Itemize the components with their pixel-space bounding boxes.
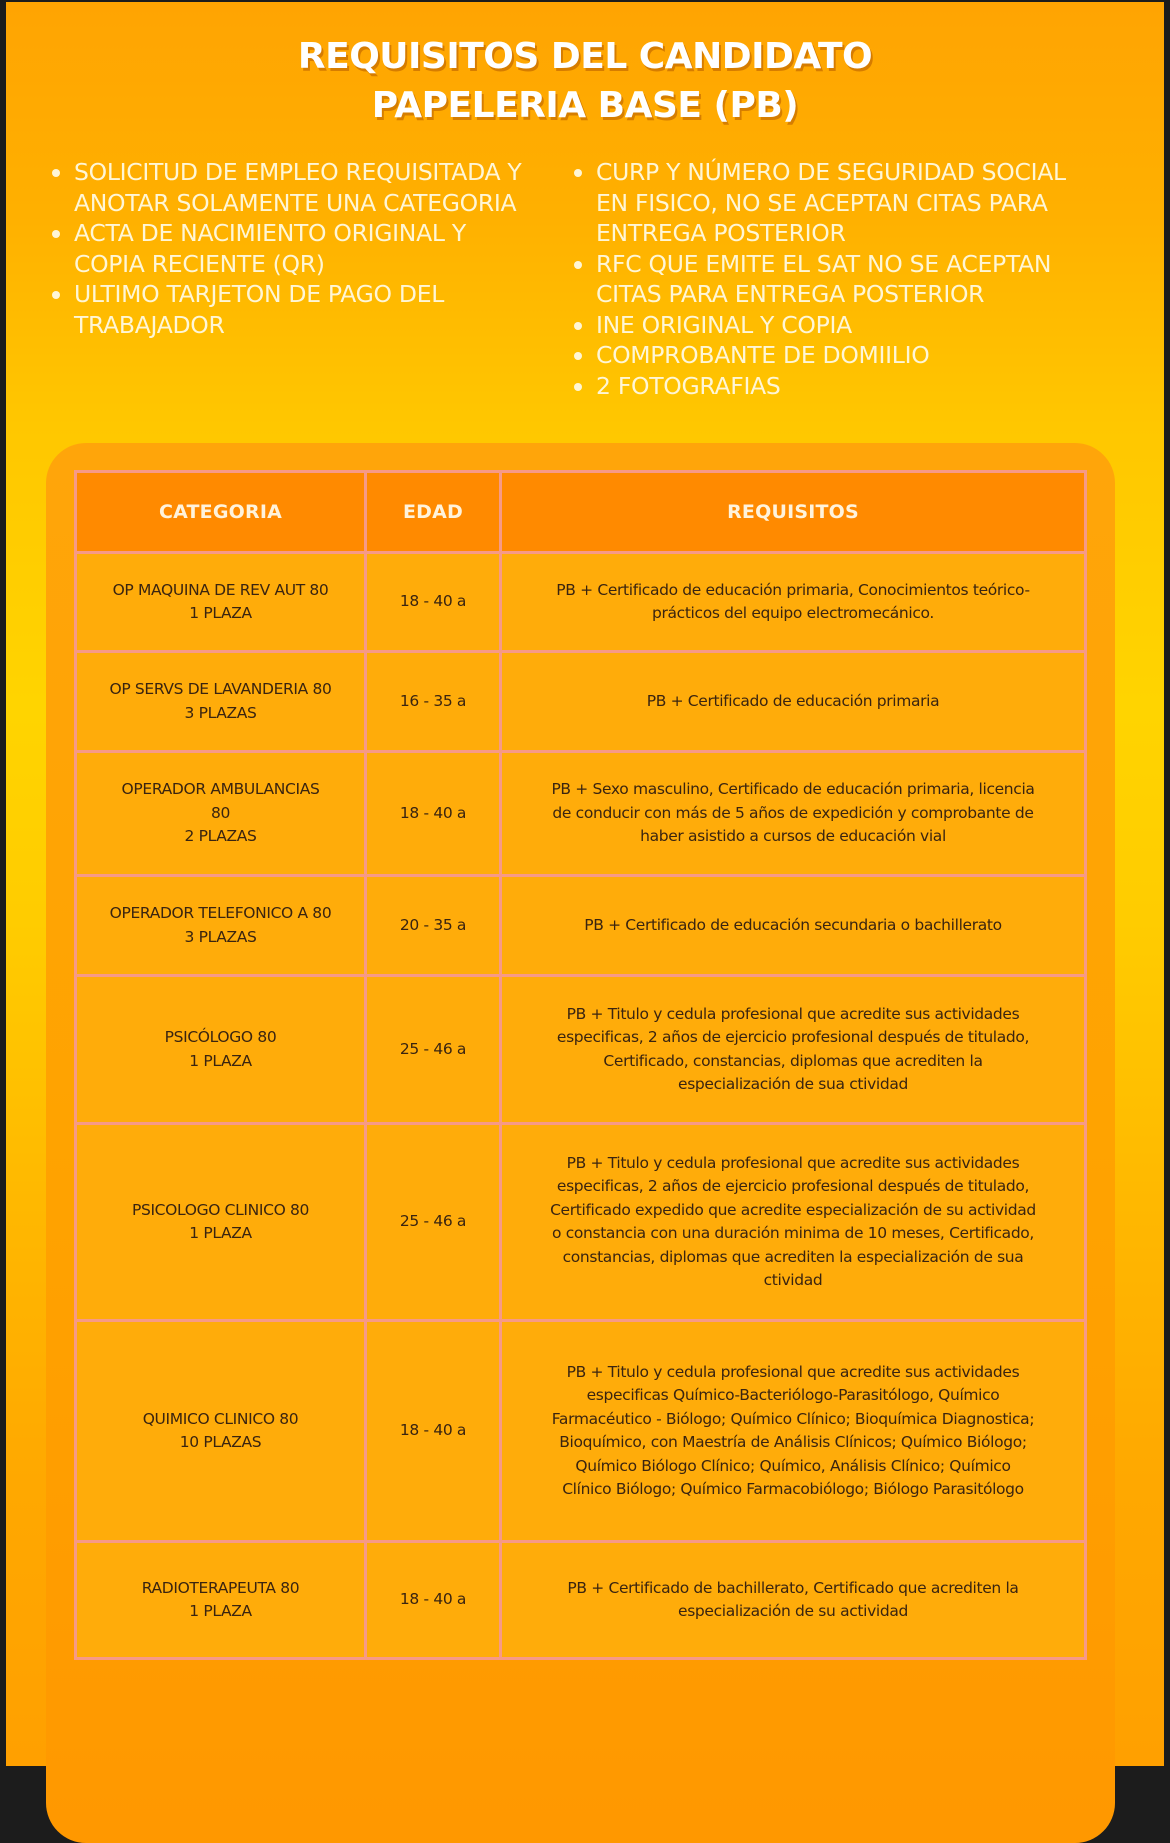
categoria-cell — [76, 876, 366, 976]
requisitos-line: Clínico Biólogo; Químico Farmacobiólogo; Biólogo Parasitólogo — [562, 1480, 1024, 1498]
base-paper-item — [566, 249, 1136, 310]
requisitos-line: PB + Certificado de educación primaria — [646, 691, 940, 710]
base-paper-item-line: ULTIMO TARJETON DE PAGO DEL — [74, 280, 445, 308]
bullet-dot-icon — [52, 169, 60, 177]
categoria-line: 80 — [210, 803, 231, 822]
requisitos-cell — [501, 553, 1086, 652]
bullet-dot-icon — [574, 261, 582, 269]
base-paper-item-line: COPIA RECIENTE (QR) — [74, 249, 325, 278]
categoria-line: 3 PLAZAS — [184, 927, 257, 946]
base-paper-item — [44, 157, 564, 218]
categoria-line: PSICÓLOGO 80 — [164, 1028, 277, 1046]
base-papers-left-list — [44, 157, 564, 340]
categoria-line: 1 PLAZA — [189, 1051, 252, 1070]
categoria-line: OP MAQUINA DE REV AUT 80 — [112, 580, 329, 599]
requisitos-line: PB + Titulo y cedula profesional que acredite sus actividades — [566, 1362, 1020, 1381]
requisitos-cell — [501, 876, 1086, 976]
edad-cell: 18 - 40 a — [366, 1542, 501, 1659]
bullet-dot-icon — [574, 352, 582, 360]
requisitos-line: PB + Certificado de educación primaria, Conocimientos teórico- — [556, 580, 1030, 599]
header-requisitos: REQUISITOS — [501, 472, 1086, 553]
edad-cell: 18 - 40 a — [366, 553, 501, 652]
base-paper-item — [566, 310, 1136, 341]
requisitos-cell — [501, 652, 1086, 752]
categoria-line: 1 PLAZA — [189, 1224, 252, 1242]
table-row — [76, 652, 1086, 752]
categoria-line: 1 PLAZA — [189, 1602, 252, 1620]
base-paper-item — [566, 371, 1136, 402]
categoria-cell — [76, 1321, 366, 1542]
table-row — [76, 876, 1086, 976]
categoria-line: OPERADOR TELEFONICO A 80 — [109, 904, 332, 922]
requisitos-line: o constancia con una duración minima de 10 meses, Certificado, — [551, 1224, 1035, 1242]
categoria-cell — [76, 1124, 366, 1321]
categoria-line: 2 PLAZAS — [184, 827, 257, 846]
categoria-cell — [76, 1542, 366, 1659]
edad-cell: 16 - 35 a — [366, 652, 501, 752]
bullet-dot-icon — [574, 383, 582, 391]
table-row — [76, 1542, 1086, 1659]
categoria-line: 1 PLAZA — [189, 604, 252, 622]
base-paper-item-line: EN FISICO, NO SE ACEPTAN CITAS PARA — [596, 188, 1048, 217]
requisitos-line: ctividad — [763, 1271, 823, 1289]
categoria-line: PSICOLOGO CLINICO 80 — [131, 1200, 310, 1219]
requisitos-line: Certificado, constancias, diplomas que acrediten la — [603, 1051, 983, 1070]
base-paper-item-line: 2 FOTOGRAFIAS — [596, 371, 781, 400]
base-paper-item-line: RFC QUE EMITE EL SAT NO SE ACEPTAN — [596, 249, 1052, 278]
base-paper-item-line: SOLICITUD DE EMPLEO REQUISITADA Y — [74, 158, 522, 186]
requisitos-line: PB + Certificado de educación secundaria o bachillerato — [584, 915, 1002, 934]
categoria-cell — [76, 553, 366, 652]
table-row — [76, 976, 1086, 1124]
requisitos-line: Químico Biólogo Clínico; Químico, Análisis Clínico; Químico — [575, 1456, 1011, 1475]
edad-cell: 20 - 35 a — [366, 876, 501, 976]
base-paper-item-line: ANOTAR SOLAMENTE UNA CATEGORIA — [74, 188, 517, 217]
base-paper-item-line: INE ORIGINAL Y COPIA — [596, 310, 852, 339]
requisitos-line: Certificado expedido que acredite especialización de su actividad — [550, 1200, 1036, 1219]
requisitos-line: especialización de sua ctividad — [678, 1075, 908, 1093]
base-paper-item-line: ENTREGA POSTERIOR — [596, 219, 846, 247]
requisitos-line: prácticos del equipo electromecánico. — [652, 604, 934, 622]
base-paper-item — [566, 157, 1136, 249]
bullet-dot-icon — [574, 322, 582, 330]
categoria-cell — [76, 652, 366, 752]
requisitos-line: especificas, 2 años de ejercicio profesional después de titulado, — [556, 1177, 1030, 1195]
base-paper-item — [44, 279, 564, 340]
base-paper-item-line: COMPROBANTE DE DOMIILIO — [596, 341, 930, 369]
requisitos-line: PB + Titulo y cedula profesional que acredite sus actividades — [566, 1004, 1020, 1023]
base-paper-item — [44, 218, 564, 279]
requisitos-line: especificas, 2 años de ejercicio profesional después de titulado, — [556, 1028, 1030, 1046]
requirements-table — [74, 470, 1087, 1660]
title-line-2: PAPELERIA BASE (PB) — [371, 85, 799, 126]
requisitos-line: Bioquímico, con Maestría de Análisis Clínicos; Químico Biólogo; — [559, 1433, 1027, 1451]
edad-cell: 18 - 40 a — [366, 752, 501, 876]
base-paper-item-line: CITAS PARA ENTREGA POSTERIOR — [596, 280, 985, 308]
edad-cell: 25 - 46 a — [366, 1124, 501, 1321]
table-row — [76, 553, 1086, 652]
base-paper-item-line: TRABAJADOR — [74, 310, 225, 339]
categoria-line: OPERADOR AMBULANCIAS — [121, 780, 320, 799]
requisitos-cell — [501, 976, 1086, 1124]
title-line-1: REQUISITOS DEL CANDIDATO — [297, 36, 873, 77]
requisitos-line: constancias, diplomas que acrediten la especialización de sua — [562, 1247, 1024, 1266]
table-row — [76, 752, 1086, 876]
bullet-dot-icon — [52, 291, 60, 299]
header-edad: EDAD — [366, 472, 501, 553]
requisitos-cell — [501, 1321, 1086, 1542]
base-paper-item-line: CURP Y NÚMERO DE SEGURIDAD SOCIAL — [596, 158, 1066, 186]
categoria-line: 3 PLAZAS — [184, 703, 257, 722]
categoria-line: RADIOTERAPEUTA 80 — [141, 1578, 300, 1597]
table-row — [76, 1124, 1086, 1321]
requisitos-line: haber asistido a cursos de educación vial — [640, 827, 946, 846]
table-header-row — [76, 472, 1086, 553]
categoria-cell — [76, 752, 366, 876]
categoria-line: 10 PLAZAS — [179, 1433, 262, 1451]
edad-cell: 25 - 46 a — [366, 976, 501, 1124]
requisitos-line: especificas Químico-Bacteriólogo-Parasitólogo, Químico — [586, 1386, 1000, 1404]
requisitos-line: de conducir con más de 5 años de expedición y comprobante de — [552, 803, 1034, 822]
base-paper-item — [566, 340, 1136, 371]
bullet-dot-icon — [574, 169, 582, 177]
requisitos-line: Farmacéutico - Biólogo; Químico Clínico; Bioquímica Diagnostica; — [551, 1409, 1035, 1428]
base-paper-item-line: ACTA DE NACIMIENTO ORIGINAL Y — [74, 219, 466, 247]
requisitos-cell — [501, 1542, 1086, 1659]
requisitos-line: PB + Certificado de bachillerato, Certificado que acrediten la — [567, 1578, 1019, 1597]
base-papers-right-list — [566, 157, 1136, 401]
bullet-dot-icon — [52, 230, 60, 238]
categoria-line: QUIMICO CLINICO 80 — [142, 1409, 299, 1428]
requisitos-line: PB + Sexo masculino, Certificado de educación primaria, licencia — [551, 780, 1035, 799]
requisitos-cell — [501, 752, 1086, 876]
edad-cell: 18 - 40 a — [366, 1321, 501, 1542]
header-categoria: CATEGORIA — [76, 472, 366, 553]
categoria-line: OP SERVS DE LAVANDERIA 80 — [109, 680, 332, 698]
requisitos-line: especialización de su actividad — [678, 1602, 908, 1620]
categoria-cell — [76, 976, 366, 1124]
requisitos-line: PB + Titulo y cedula profesional que acredite sus actividades — [566, 1153, 1020, 1172]
page-title — [6, 32, 1164, 130]
table-row — [76, 1321, 1086, 1542]
requisitos-cell — [501, 1124, 1086, 1321]
